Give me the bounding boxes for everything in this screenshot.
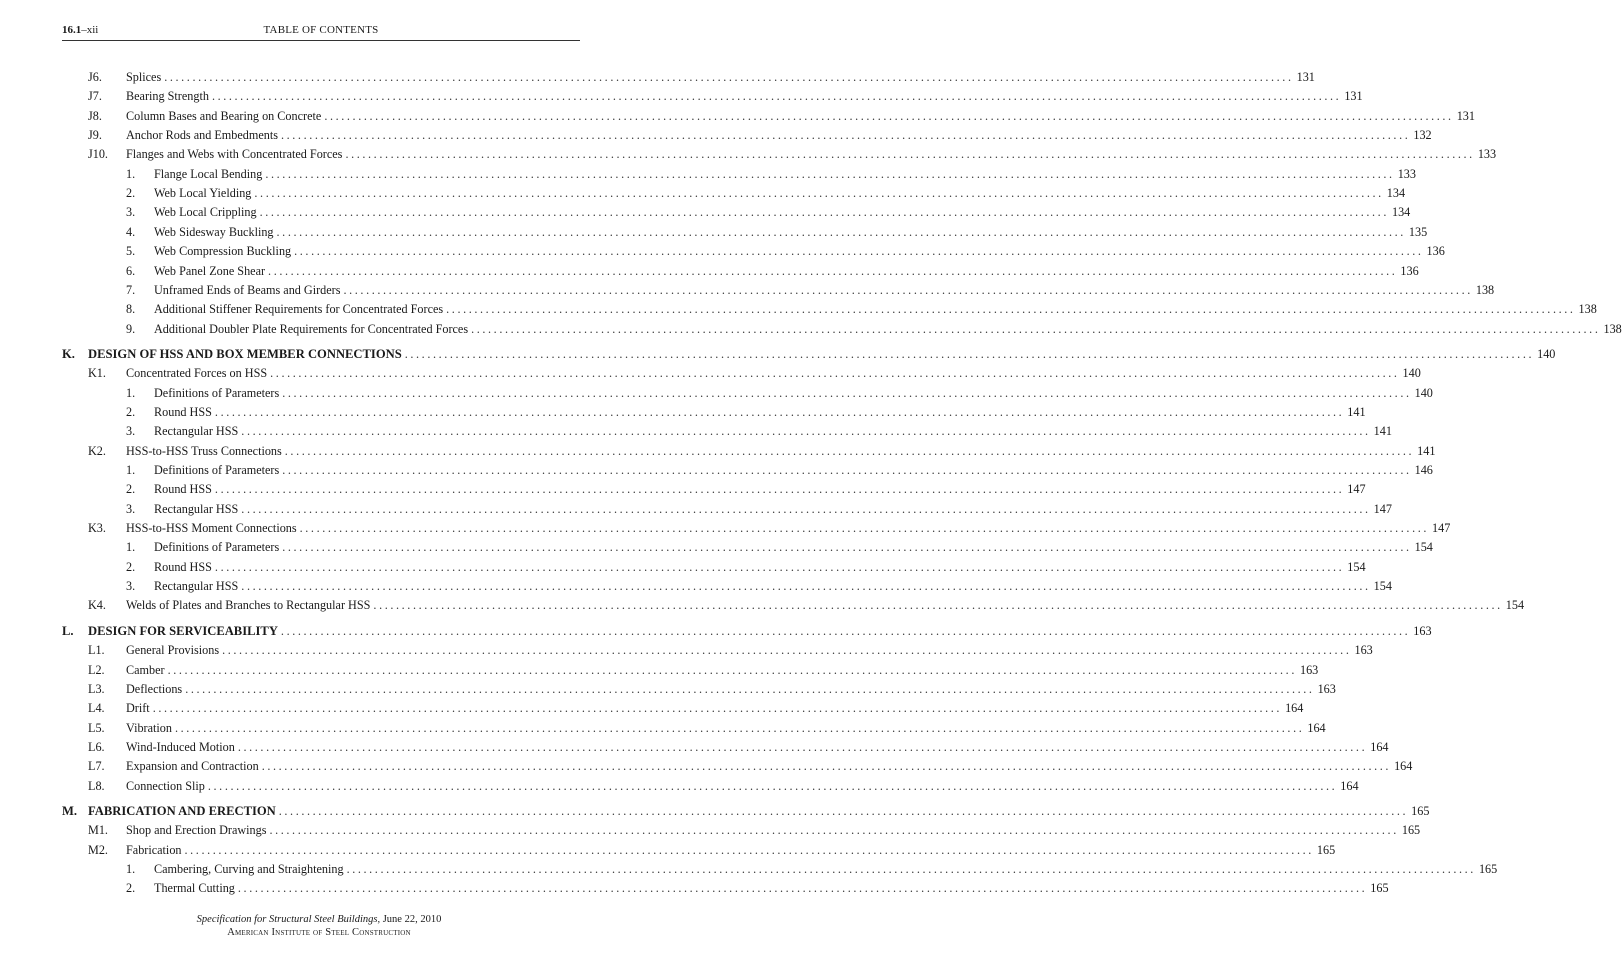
toc-entry[interactable] xyxy=(88,661,1319,679)
toc-entry-line xyxy=(154,500,1392,518)
toc-entry[interactable] xyxy=(126,223,1428,241)
toc-entry-title: Definitions of Parameters xyxy=(154,385,280,400)
toc-entry[interactable] xyxy=(88,821,1421,839)
toc-entry-title: Thermal Cutting xyxy=(154,881,235,896)
toc-entry-line xyxy=(126,107,1475,125)
toc-entry-line xyxy=(154,577,1392,595)
toc-entry-number: J8. xyxy=(88,108,102,123)
toc-entry[interactable] xyxy=(126,422,1392,440)
toc-entry-number: 8. xyxy=(126,302,136,317)
toc-entry-title: Bearing Strength xyxy=(126,89,209,104)
toc-entry-line xyxy=(154,860,1498,878)
dot-leader: ........................................................................................................................................................................................................ xyxy=(214,404,1345,419)
dot-leader: ........................................................................................................................................................................................................ xyxy=(324,108,1454,123)
dot-leader: ........................................................................................................................................................................................................ xyxy=(167,662,1297,677)
dot-leader: ........................................................................................................................................................................................................ xyxy=(241,501,1371,516)
dot-leader: ........................................................................................................................................................................................................ xyxy=(276,224,1406,239)
toc-entry-number: K4. xyxy=(88,598,106,613)
toc-entry-page: 154 xyxy=(1414,540,1433,555)
toc-entry-title: Web Local Yielding xyxy=(154,186,252,201)
toc-entry-number: 2. xyxy=(126,881,136,896)
toc-entry-line xyxy=(154,403,1366,421)
toc-entry[interactable] xyxy=(88,738,1389,756)
toc-entry-line xyxy=(154,184,1406,202)
toc-entry-page: 147 xyxy=(1432,521,1451,536)
toc-entry-title: Rectangular HSS xyxy=(154,501,239,516)
footer-spec-title: Specification for Structural Steel Buildings, xyxy=(196,914,381,925)
toc-entry-page: 131 xyxy=(1344,89,1363,104)
dot-leader: ........................................................................................................................................................................................................ xyxy=(270,366,1400,381)
toc-entry-page: 164 xyxy=(1370,739,1389,754)
dot-leader: ........................................................................................................................................................................................................ xyxy=(282,540,1412,555)
toc-entry-number: 4. xyxy=(126,224,136,239)
toc-entry-page: 165 xyxy=(1401,823,1421,838)
toc-entry[interactable] xyxy=(88,68,1315,86)
toc-entry-number: 2. xyxy=(126,482,136,497)
toc-entry-number: 2. xyxy=(126,186,136,201)
toc-entry-page: 165 xyxy=(1478,862,1498,876)
toc-entry-line xyxy=(126,145,1497,163)
toc-entry-page: 140 xyxy=(1414,385,1433,400)
toc-entry-page: 138 xyxy=(1475,282,1495,297)
toc-entry-title: Wind-Induced Motion xyxy=(126,739,235,754)
toc-entry-title: DESIGN OF HSS AND BOX MEMBER CONNECTIONS xyxy=(88,346,402,361)
dot-leader: ........................................................................................................................................................................................................ xyxy=(237,739,1368,754)
toc-entry-line xyxy=(126,719,1326,737)
toc-entry-page: 164 xyxy=(1285,701,1304,716)
toc-entry-title: Flanges and Webs with Concentrated Forces xyxy=(126,147,343,162)
toc-entry-number: 1. xyxy=(126,463,136,477)
toc-entry-number: 1. xyxy=(126,540,136,555)
toc-entry[interactable] xyxy=(88,641,1373,659)
toc-entry-number: 7. xyxy=(126,282,136,297)
toc-entry-title: Web Panel Zone Shear xyxy=(154,263,266,278)
toc-entry-line xyxy=(154,480,1366,498)
toc-entry-number: 5. xyxy=(126,244,136,259)
toc-entry-line xyxy=(126,87,1363,105)
dot-leader: ........................................................................................................................................................................................................ xyxy=(373,598,1503,613)
footer-date: June 22, 2010 xyxy=(380,914,442,925)
toc-entry-line xyxy=(126,738,1389,756)
toc-entry-line xyxy=(154,203,1411,221)
toc-entry-number: K1. xyxy=(88,366,106,381)
toc-entry-page: 163 xyxy=(1354,643,1373,658)
toc-entry[interactable] xyxy=(126,262,1419,280)
toc-entry-title: FABRICATION AND ERECTION xyxy=(88,803,276,818)
toc-entry-title: DESIGN FOR SERVICEABILITY xyxy=(88,623,278,638)
toc-entry-number: L. xyxy=(62,623,74,638)
toc-entry-page: 133 xyxy=(1477,147,1497,162)
toc-entry-number: J7. xyxy=(88,89,102,104)
toc-entry-page: 135 xyxy=(1408,224,1428,239)
dot-leader: ........................................................................................................................................................................................................ xyxy=(345,147,1475,162)
dot-leader: ........................................................................................................................................................................................................ xyxy=(284,443,1415,458)
toc-entry-page: 140 xyxy=(1402,366,1421,381)
toc-entry-number: K3. xyxy=(88,521,106,536)
toc-entry-line xyxy=(154,262,1419,280)
toc-entry-line xyxy=(126,821,1421,839)
toc-entry[interactable] xyxy=(126,538,1433,556)
dot-leader: ........................................................................................................................................................................................................ xyxy=(268,263,1398,278)
footer-spec-line xyxy=(0,913,638,926)
toc-entry[interactable] xyxy=(88,442,1436,460)
toc-entry-page: 147 xyxy=(1373,501,1392,516)
toc-entry-number: 3. xyxy=(126,579,136,594)
toc-entry[interactable] xyxy=(88,519,1451,537)
toc-entry-page: 163 xyxy=(1317,681,1336,696)
toc-entry[interactable] xyxy=(88,777,1359,795)
toc-entry-title: Rectangular HSS xyxy=(154,579,239,594)
toc-entry-title: General Provisions xyxy=(126,643,220,658)
toc-entry-number: K2. xyxy=(88,443,106,458)
dot-leader: ........................................................................................................................................................................................................ xyxy=(237,881,1368,896)
toc-entry-number: J6. xyxy=(88,70,102,84)
toc-entry-page: 164 xyxy=(1307,720,1326,735)
toc-entry-number: M1. xyxy=(88,823,108,838)
toc-entry-line xyxy=(154,300,1597,318)
dot-leader: ........................................................................................................................................................................................................ xyxy=(471,321,1601,336)
toc-section[interactable] xyxy=(62,622,1432,640)
dot-leader: ........................................................................................................................................................................................................ xyxy=(184,842,1314,857)
toc-entry-number: L1. xyxy=(88,643,105,658)
toc-entry-line xyxy=(126,777,1359,795)
toc-entry-number: L3. xyxy=(88,681,105,696)
dot-leader: ........................................................................................................................................................................................................ xyxy=(280,623,1411,638)
dot-leader: ........................................................................................................................................................................................................ xyxy=(404,346,1535,361)
toc-entry[interactable] xyxy=(126,500,1392,518)
dot-leader: ........................................................................................................................................................................................................ xyxy=(261,759,1392,774)
toc-entry[interactable] xyxy=(88,699,1304,717)
toc-entry-page: 141 xyxy=(1373,424,1392,439)
toc-section[interactable] xyxy=(62,345,1556,363)
toc-entry[interactable] xyxy=(88,126,1432,144)
toc-entry[interactable] xyxy=(88,107,1475,125)
toc-entry-page: 164 xyxy=(1394,759,1413,774)
toc-entry-number: 1. xyxy=(126,166,136,181)
toc-entry-title: Expansion and Contraction xyxy=(126,759,259,774)
toc-entry-page: 131 xyxy=(1296,70,1315,84)
toc-entry-page: 154 xyxy=(1505,598,1525,613)
toc-entry-line xyxy=(154,281,1495,299)
toc-entry[interactable] xyxy=(126,577,1392,595)
toc-entry-number: M2. xyxy=(88,842,108,857)
dot-leader: ........................................................................................................................................................................................................ xyxy=(174,720,1305,735)
toc-entry[interactable] xyxy=(88,680,1336,698)
toc-entry[interactable] xyxy=(88,719,1326,737)
toc-entry-line xyxy=(154,422,1392,440)
toc-entry-page: 138 xyxy=(1578,302,1597,317)
toc-entry-title: Definitions of Parameters xyxy=(154,540,280,555)
toc-entry-number: J9. xyxy=(88,128,102,143)
toc-entry[interactable] xyxy=(126,165,1416,183)
toc-entry-page: 165 xyxy=(1370,881,1389,896)
toc-entry-title: Fabrication xyxy=(126,842,182,857)
toc-entry-page: 165 xyxy=(1411,803,1430,818)
toc-entry-page: 132 xyxy=(1413,128,1432,143)
dot-leader: ........................................................................................................................................................................................................ xyxy=(299,521,1430,536)
toc-entry-number: 2. xyxy=(126,559,136,574)
toc-entry-number: L8. xyxy=(88,778,105,793)
toc-entry-page: 154 xyxy=(1347,559,1366,574)
toc-entry-title: HSS-to-HSS Truss Connections xyxy=(126,443,282,458)
toc-entry-page: 136 xyxy=(1426,244,1445,259)
toc-entry-page: 140 xyxy=(1537,346,1556,361)
toc-entry-line xyxy=(126,680,1336,698)
toc-entry-title: Anchor Rods and Embedments xyxy=(126,128,278,143)
toc-entry-line xyxy=(126,641,1373,659)
toc-entry-line xyxy=(154,384,1433,402)
toc-entry[interactable] xyxy=(126,558,1366,576)
dot-leader: ........................................................................................................................................................................................................ xyxy=(185,681,1315,696)
toc-entry[interactable] xyxy=(88,596,1525,614)
toc-entry-title: HSS-to-HSS Moment Connections xyxy=(126,521,297,536)
toc-entry[interactable] xyxy=(88,757,1413,775)
dot-leader: ........................................................................................................................................................................................................ xyxy=(164,70,1294,84)
toc-entry[interactable] xyxy=(88,87,1363,105)
toc-entry-line xyxy=(154,538,1433,556)
toc-entry[interactable] xyxy=(126,403,1366,421)
dot-leader: ........................................................................................................................................................................................................ xyxy=(294,244,1424,259)
toc-entry-number: 2. xyxy=(126,404,136,419)
toc-entry-title: Additional Doubler Plate Requirements for Concentrated Forces xyxy=(154,321,469,336)
toc-entry-line xyxy=(154,223,1428,241)
page-footer xyxy=(0,913,638,939)
toc-entry-title: Web Sidesway Buckling xyxy=(154,224,274,239)
toc-entry-line xyxy=(154,558,1366,576)
dot-leader: ........................................................................................................................................................................................................ xyxy=(265,166,1395,181)
toc-entry-number: 1. xyxy=(126,862,136,876)
dot-leader: ........................................................................................................................................................................................................ xyxy=(269,823,1399,838)
toc-entry-number: K. xyxy=(62,346,75,361)
toc-entry-line xyxy=(126,841,1336,859)
toc-entry[interactable] xyxy=(126,860,1498,878)
toc-entry-page: 134 xyxy=(1391,205,1411,220)
toc-entry[interactable] xyxy=(126,281,1495,299)
dot-leader: ........................................................................................................................................................................................................ xyxy=(278,803,1409,818)
toc-entry-line xyxy=(126,699,1304,717)
toc-entry-number: 3. xyxy=(126,205,136,220)
toc-entry-title: Column Bases and Bearing on Concrete xyxy=(126,108,322,123)
dot-leader: ........................................................................................................................................................................................................ xyxy=(211,89,1342,104)
dot-leader: ........................................................................................................................................................................................................ xyxy=(282,463,1412,477)
toc-entry[interactable] xyxy=(88,145,1497,163)
dot-leader: ........................................................................................................................................................................................................ xyxy=(152,701,1283,716)
toc-entry-title: Splices xyxy=(126,70,162,84)
page-number-bold: 16.1 xyxy=(62,24,82,36)
toc-entry[interactable] xyxy=(126,480,1366,498)
toc-entry-title: Web Local Crippling xyxy=(154,205,257,220)
toc-entry-page: 146 xyxy=(1414,463,1433,477)
dot-leader: ........................................................................................................................................................................................................ xyxy=(241,579,1371,594)
toc-entry-page: 138 xyxy=(1603,321,1622,336)
toc-entry-title: Rectangular HSS xyxy=(154,424,239,439)
toc-entry[interactable] xyxy=(126,320,1622,338)
page-header xyxy=(62,22,580,38)
toc-section[interactable] xyxy=(62,802,1430,820)
toc-entry-line xyxy=(126,661,1319,679)
toc-entry-number: J10. xyxy=(88,147,108,162)
toc-entry-line xyxy=(126,126,1432,144)
toc-entry-title: Additional Stiffener Requirements for Concentrated Forces xyxy=(154,302,444,317)
dot-leader: ........................................................................................................................................................................................................ xyxy=(282,385,1412,400)
toc-entry-line xyxy=(154,242,1445,260)
toc-entry-number: 1. xyxy=(126,385,136,400)
toc-entry-page: 141 xyxy=(1347,404,1366,419)
toc-entry-title: Camber xyxy=(126,662,165,677)
dot-leader: ........................................................................................................................................................................................................ xyxy=(280,128,1411,143)
toc-entry-title: Flange Local Bending xyxy=(154,166,263,181)
toc-entry-title: Definitions of Parameters xyxy=(154,463,280,477)
toc-entry-line xyxy=(126,442,1436,460)
toc-entry-title: Round HSS xyxy=(154,482,212,497)
toc-entry-title: Vibration xyxy=(126,720,172,735)
toc-entry-title: Deflections xyxy=(126,681,183,696)
toc-entry[interactable] xyxy=(88,364,1421,382)
toc-entry-number: 3. xyxy=(126,501,136,516)
toc-entry-line xyxy=(126,596,1525,614)
toc-entry-title: Drift xyxy=(126,701,150,716)
toc-entry-page: 163 xyxy=(1413,623,1432,638)
toc-entry-line xyxy=(126,68,1315,86)
toc-entry-page: 141 xyxy=(1417,443,1436,458)
running-title: TABLE OF CONTENTS xyxy=(263,24,379,36)
toc-entry-line xyxy=(88,802,1430,820)
toc-entry[interactable] xyxy=(126,203,1411,221)
toc-entry-title: Connection Slip xyxy=(126,778,205,793)
toc-entry[interactable] xyxy=(126,879,1389,897)
toc-entry-number: M. xyxy=(62,803,78,818)
toc-entry-title: Round HSS xyxy=(154,404,212,419)
toc-entry-line xyxy=(154,461,1433,479)
dot-leader: ........................................................................................................................................................................................................ xyxy=(259,205,1389,220)
dot-leader: ........................................................................................................................................................................................................ xyxy=(241,424,1371,439)
toc-entry-page: 163 xyxy=(1299,662,1319,677)
toc-entry-number: L6. xyxy=(88,739,105,754)
toc-entry-number: L7. xyxy=(88,759,105,774)
toc-entry[interactable] xyxy=(126,184,1406,202)
toc-entry-title: Welds of Plates and Branches to Rectangular HSS xyxy=(126,598,371,613)
toc-entry-line xyxy=(126,757,1413,775)
page-number-rest: –xii xyxy=(81,24,99,36)
toc-entry-title: Shop and Erection Drawings xyxy=(126,823,267,838)
toc-entry-line xyxy=(88,345,1556,363)
toc-entry-page: 165 xyxy=(1316,842,1336,857)
toc-entry-number: L5. xyxy=(88,720,105,735)
toc-entry-title: Round HSS xyxy=(154,559,212,574)
toc-entry-number: 6. xyxy=(126,263,136,278)
toc-entry-line xyxy=(154,320,1622,338)
toc-entry-title: Unframed Ends of Beams and Girders xyxy=(154,282,341,297)
toc-entry-line xyxy=(126,519,1451,537)
toc-entry-page: 134 xyxy=(1386,186,1406,201)
dot-leader: ........................................................................................................................................................................................................ xyxy=(207,778,1338,793)
dot-leader: ........................................................................................................................................................................................................ xyxy=(254,186,1384,201)
dot-leader: ........................................................................................................................................................................................................ xyxy=(446,302,1576,317)
toc-entry-title: Web Compression Buckling xyxy=(154,244,292,259)
dot-leader: ........................................................................................................................................................................................................ xyxy=(343,282,1473,297)
toc-entry-line xyxy=(154,165,1416,183)
toc-entry-page: 136 xyxy=(1400,263,1419,278)
toc-entry-page: 147 xyxy=(1347,482,1366,497)
header-rule xyxy=(62,40,580,41)
toc-entry-line xyxy=(88,622,1432,640)
toc-entry-title: Cambering, Curving and Straightening xyxy=(154,862,344,876)
toc-entry-page: 131 xyxy=(1456,108,1475,123)
dot-leader: ........................................................................................................................................................................................................ xyxy=(346,862,1476,876)
toc-entry-line xyxy=(126,364,1421,382)
toc-entry[interactable] xyxy=(126,384,1433,402)
toc-entry[interactable] xyxy=(126,242,1445,260)
dot-leader: ........................................................................................................................................................................................................ xyxy=(222,643,1352,658)
toc-entry-page: 154 xyxy=(1373,579,1392,594)
toc-entry-number: 3. xyxy=(126,424,136,439)
toc-entry-page: 164 xyxy=(1340,778,1359,793)
toc-entry[interactable] xyxy=(126,461,1433,479)
toc-entry[interactable] xyxy=(126,300,1597,318)
dot-leader: ........................................................................................................................................................................................................ xyxy=(214,482,1345,497)
toc-entry-line xyxy=(154,879,1389,897)
toc-entry-number: 9. xyxy=(126,321,136,336)
toc-entry-title: Concentrated Forces on HSS xyxy=(126,366,268,381)
toc-entry-number: L4. xyxy=(88,701,105,716)
dot-leader: ........................................................................................................................................................................................................ xyxy=(214,559,1345,574)
toc-entry[interactable] xyxy=(88,841,1336,859)
toc-entry-number: L2. xyxy=(88,662,105,677)
footer-publisher: American Institute of Steel Construction xyxy=(227,927,411,938)
toc-entry-page: 133 xyxy=(1397,166,1416,181)
